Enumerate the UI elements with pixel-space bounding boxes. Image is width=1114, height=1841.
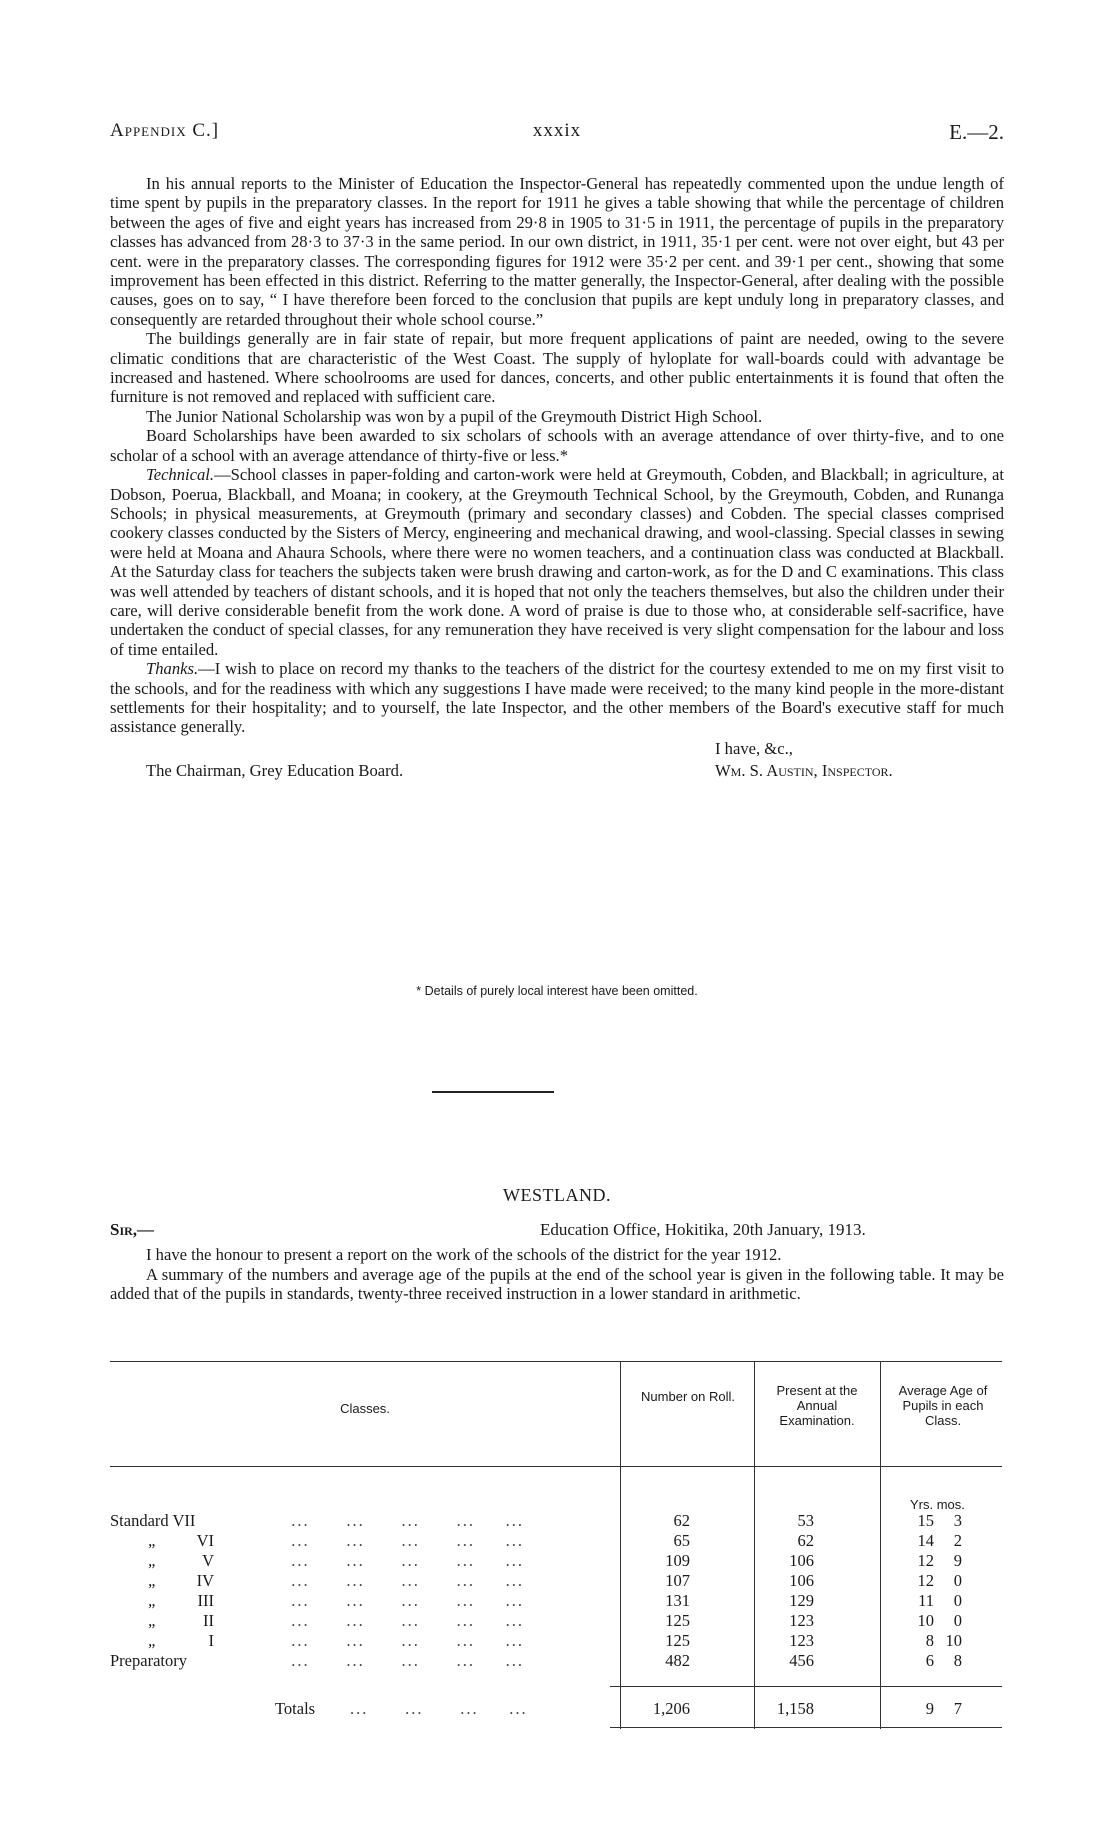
total-present: 1,158	[776, 1699, 814, 1718]
westland-body	[110, 1245, 1004, 1304]
header-roll: Number on Roll.	[641, 1389, 735, 1404]
cell-present: 123	[789, 1631, 814, 1650]
paragraph-preparatory-classes: In his annual reports to the Minister of Education the Inspector-General has repeatedly commented upon the undue length of time spent by pupils in the preparatory classes. In the report for 1911 he gives a table showing that while the percentage of children between the ages of five and eight years has increased from 29·8 in 1905 to 31·5 in 1911, the percentage of pupils in the preparatory classes has advanced from 28·3 to 37·3 in the same period. In our own district, in 1911, 35·1 per cent. were not over eight, but 43 per cent. were in the preparatory classes. The corresponding figures for 1912 were 35·2 per cent. and 39·1 per cent., showing that some improvement has been effected in this district. Referring to the matter generally, the Inspector-General, after dealing with the possible causes, goes on to say, “ I have therefore been forced to the conclusion that pupils are kept unduly long in preparatory classes, and consequently are retarded throughout their whole school course.”	[110, 174, 1004, 329]
cell-years: 10	[917, 1611, 934, 1630]
technical-text: —School classes in paper-folding and carton-work were held at Greymouth, Cobden, and Blackball; in agriculture, at Dobson, Poerua, Blackball, and Moana; in cookery, at the Greymouth Technical School, by the Greymouth, Cobden, and Runanga Schools; in physical measurements, at Greymouth (primary and secondary classes) and Cobden. The special classes comprised cookery classes conducted by the Sisters of Mercy, engineering and mechanical drawing, and wool-classing. Special classes in sewing were held at Moana and Ahaura Schools, where there were no women teachers, and a continuation class was conducted at Blackball. At the Saturday class for teachers the subjects taken were brush drawing and carton-work, as for the D and C examinations. This class was well attended by teachers of distant schools, and it is hoped that not only the teachers themselves, but also the children under their care, will derive considerable benefit from the work done. A word of praise is due to those who, at considerable self-sacrifice, have undertaken the conduct of special classes, for any remuneration they have received is very slight compensation for the labour and loss of time entailed.	[110, 465, 1004, 659]
row-standard: VI	[196, 1531, 214, 1550]
leader-dots: ... ... ... ... ...	[230, 1531, 524, 1550]
row-label: Standard VII	[110, 1511, 196, 1530]
table-header-rule	[110, 1466, 1002, 1467]
leader-dots: ... ... ... ... ...	[230, 1511, 524, 1530]
section-divider	[432, 1091, 554, 1093]
table-row	[110, 1571, 1002, 1591]
cell-months: 10	[945, 1631, 962, 1650]
totals-label: Totals	[275, 1699, 316, 1718]
cell-roll: 109	[665, 1551, 690, 1570]
row-standard: V	[202, 1551, 214, 1570]
ditto-mark: „	[148, 1611, 158, 1630]
cell-years: 12	[917, 1571, 934, 1590]
summary-table	[110, 1361, 1002, 1729]
paragraph-buildings: The buildings generally are in fair state of repair, but more frequent applications of paint are needed, owing to the severe climatic conditions that are characteristic of the West Coast. The supply of hyloplate for wall-boards could with advantage be increased and hastened. Where schoolrooms are used for dances, concerts, and other public entertainments it is found that often the furniture is not removed and replaced with sufficient care.	[110, 329, 1004, 407]
cell-months: 0	[953, 1571, 962, 1590]
paragraph-technical	[110, 465, 1004, 659]
row-standard: III	[197, 1591, 214, 1610]
paragraph-board-scholarships: Board Scholarships have been awarded to six scholars of schools with an average attendance of over thirty-five, and to one scholar of a school with an average attendance of thirty-five or less.*	[110, 426, 1004, 465]
cell-years: 15	[917, 1511, 934, 1530]
westland-salutation-line	[110, 1220, 1004, 1244]
cell-months: 2	[953, 1531, 962, 1550]
leader-dots: ... ... ... ... ...	[230, 1611, 524, 1630]
row-standard: IV	[196, 1571, 214, 1590]
cell-years: 14	[917, 1531, 934, 1550]
cell-years: 6	[925, 1651, 934, 1670]
cell-years: 12	[917, 1551, 934, 1570]
totals-row	[110, 1699, 1002, 1719]
cell-present: 129	[789, 1591, 814, 1610]
westland-title: WESTLAND.	[503, 1185, 611, 1205]
cell-months: 9	[953, 1551, 962, 1570]
salutation: Sir,—	[110, 1220, 155, 1239]
leader-dots: ... ... ... ... ...	[230, 1591, 524, 1610]
thanks-text: —I wish to place on record my thanks to the teachers of the district for the courtesy extended to me on my first visit to the schools, and for the readiness with which any suggestions I have made were received; to the many kind people in the more-distant settlements for their hospitality; and to yourself, the late Inspector, and the other members of the Board's executive staff for much assistance generally.	[110, 659, 1004, 737]
paragraph-thanks	[110, 659, 1004, 737]
ditto-mark: „	[148, 1571, 158, 1590]
header-page-number: xxxix	[532, 120, 582, 141]
table-row	[110, 1531, 1002, 1551]
closing-line	[110, 739, 1004, 759]
leader-dots: ... ... ... ... ...	[230, 1551, 524, 1570]
cell-roll: 65	[673, 1531, 690, 1550]
table-row	[110, 1551, 1002, 1571]
cell-present: 456	[789, 1651, 814, 1670]
cell-years: 11	[918, 1591, 934, 1610]
cell-years: 8	[925, 1631, 934, 1650]
ditto-mark: „	[148, 1531, 158, 1550]
header-paper-code: E.—2.	[949, 120, 1004, 144]
technical-label: Technical.	[146, 465, 215, 485]
row-standard: II	[203, 1611, 214, 1630]
age-units: Yrs. mos.	[910, 1497, 965, 1512]
table-row	[110, 1591, 1002, 1611]
cell-roll: 125	[665, 1611, 690, 1630]
header-appendix: Appendix C.]	[110, 120, 220, 141]
paragraph-junior-scholarship: The Junior National Scholarship was won by a pupil of the Greymouth District High School.	[146, 406, 763, 426]
ditto-mark: „	[148, 1551, 158, 1570]
header-classes: Classes.	[340, 1401, 390, 1416]
cell-months: 0	[953, 1591, 962, 1610]
cell-present: 62	[797, 1531, 814, 1550]
totals-rule	[610, 1686, 1002, 1687]
cell-roll: 125	[665, 1631, 690, 1650]
page-header	[110, 120, 1004, 150]
cell-present: 106	[789, 1571, 814, 1590]
cell-present: 53	[797, 1511, 814, 1530]
leader-dots: ... ... ... ...	[350, 1699, 528, 1718]
office-dateline: Education Office, Hokitika, 20th January, 1913.	[540, 1220, 866, 1239]
leader-dots: ... ... ... ... ...	[230, 1631, 524, 1650]
table-row	[110, 1611, 1002, 1631]
grey-report-body	[110, 174, 1004, 781]
cell-roll: 62	[673, 1511, 690, 1530]
addressee: The Chairman, Grey Education Board.	[146, 760, 404, 780]
header-age: Average Age of Pupils in each Class.	[898, 1383, 988, 1428]
leader-dots: ... ... ... ... ...	[230, 1651, 524, 1670]
cell-months: 8	[953, 1651, 962, 1670]
total-roll: 1,206	[652, 1699, 690, 1718]
paragraph-honour: I have the honour to present a report on the work of the schools of the district for the year 1912.	[146, 1245, 782, 1264]
total-months: 7	[953, 1699, 962, 1718]
cell-months: 0	[953, 1611, 962, 1630]
table-row	[110, 1651, 1002, 1671]
thanks-label: Thanks.	[146, 659, 199, 679]
table-row	[110, 1631, 1002, 1651]
cell-months: 3	[953, 1511, 962, 1530]
leader-dots: ... ... ... ... ...	[230, 1571, 524, 1590]
ditto-mark: „	[148, 1591, 158, 1610]
row-label: Preparatory	[110, 1651, 187, 1670]
table-top-rule	[110, 1361, 1002, 1362]
cell-roll: 131	[665, 1591, 690, 1610]
table-row	[110, 1511, 1002, 1531]
cell-roll: 482	[665, 1651, 690, 1670]
row-standard: I	[208, 1631, 214, 1650]
ditto-mark: „	[148, 1631, 158, 1650]
cell-present: 123	[789, 1611, 814, 1630]
cell-present: 106	[789, 1551, 814, 1570]
signature-line	[110, 761, 1004, 781]
closing-phrase: I have, &c.,	[715, 738, 793, 758]
table-bottom-rule	[610, 1727, 1002, 1728]
signature: Wm. S. Austin, Inspector.	[715, 760, 893, 780]
cell-roll: 107	[665, 1571, 690, 1590]
header-present: Present at the Annual Examination.	[776, 1383, 858, 1428]
total-years: 9	[925, 1699, 934, 1718]
paragraph-summary: A summary of the numbers and average age of the pupils at the end of the school year is given in the following table. It may be added that of the pupils in standards, twenty-three received instruction in a lower standard in arithmetic.	[110, 1264, 1004, 1304]
footnote: * Details of purely local interest have been omitted.	[416, 984, 698, 998]
